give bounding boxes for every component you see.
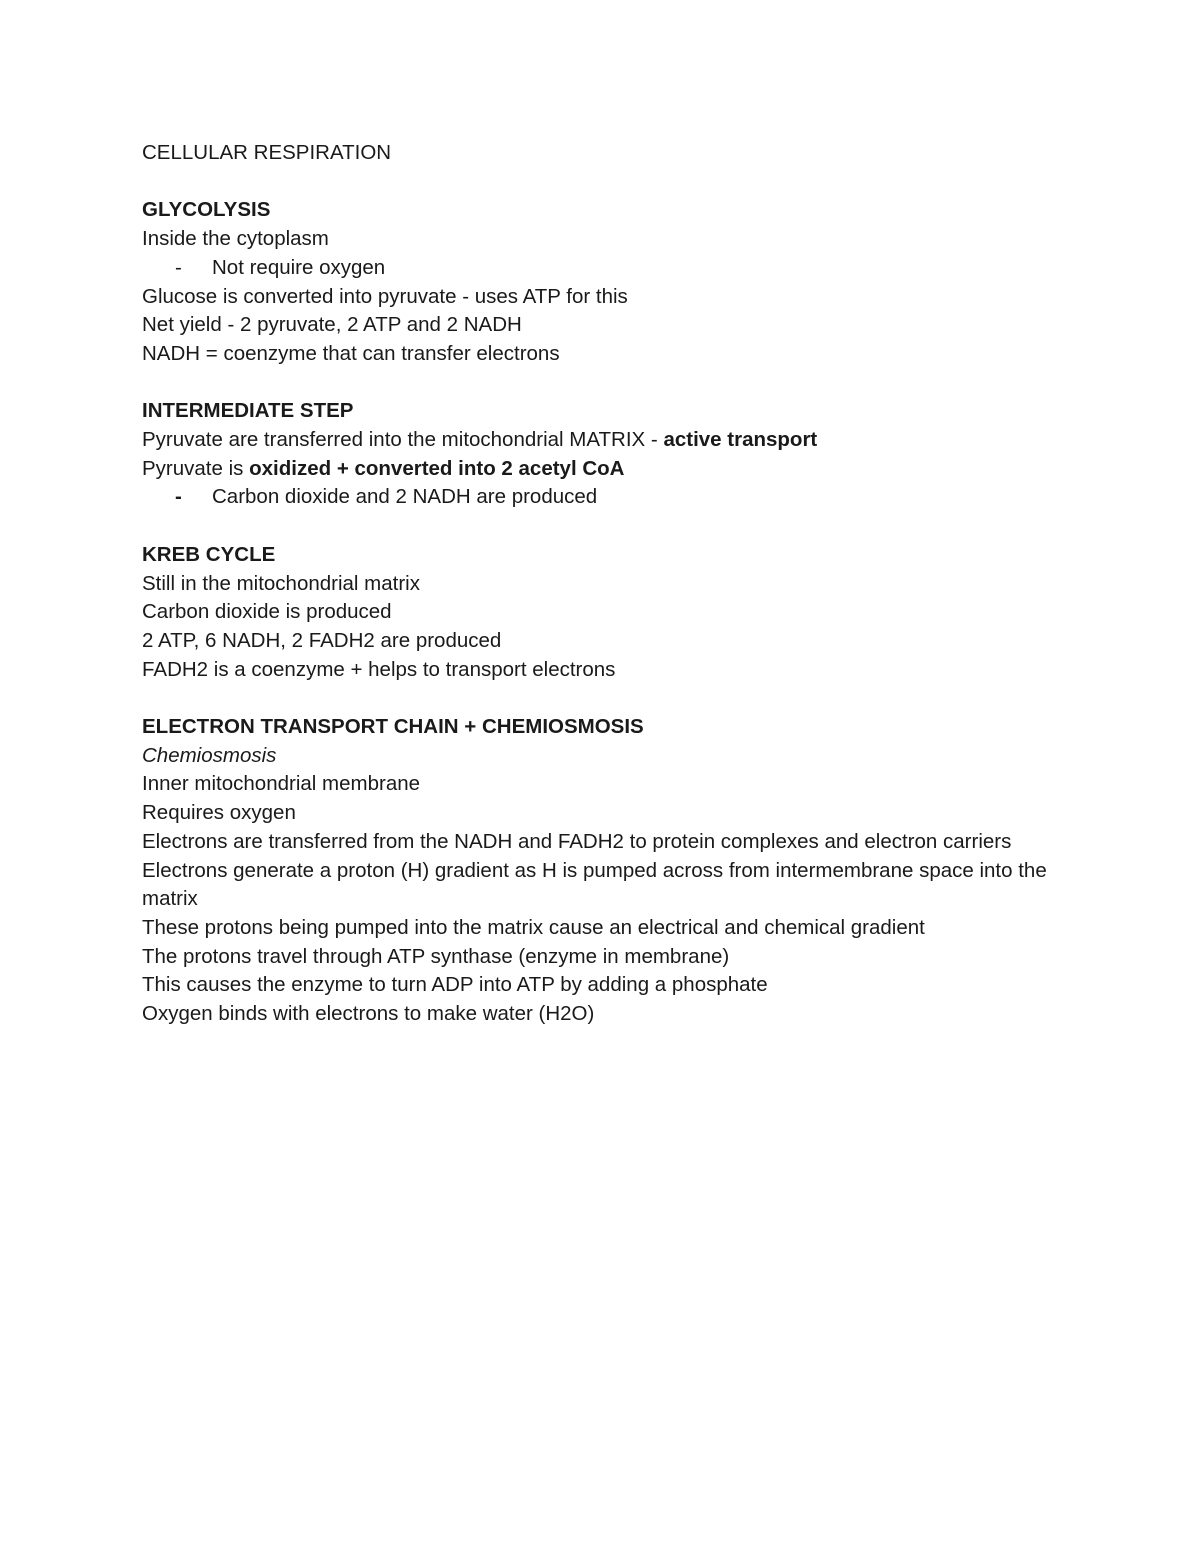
text-line: Requires oxygen <box>142 801 296 825</box>
text-line: Still in the mitochondrial matrix <box>142 571 420 595</box>
section-kreb-cycle <box>142 541 1102 685</box>
text-line: The protons travel through ATP synthase (enzyme in membrane) <box>142 944 730 968</box>
text-line: Electrons are transferred from the NADH and FADH2 to protein complexes and electron carriers <box>142 829 1012 853</box>
text-bold: oxidized + converted into 2 acetyl CoA <box>249 456 625 480</box>
text-line: Electrons generate a proton (H) gradient as H is pumped across from intermembrane space into the matrix <box>142 858 1047 911</box>
text-bold: active transport <box>663 428 818 451</box>
text-line <box>142 426 1102 455</box>
text-plain: Pyruvate is <box>142 456 250 480</box>
text-line: 2 ATP, 6 NADH, 2 FADH2 are produced <box>142 628 502 652</box>
text-line <box>142 455 1102 484</box>
section-intermediate-step <box>142 397 1102 512</box>
text-line: Glucose is converted into pyruvate - uses ATP for this <box>142 284 628 308</box>
section-glycolysis <box>142 196 1102 368</box>
bullet-dash: - <box>175 255 182 279</box>
document-title: CELLULAR RESPIRATION <box>142 141 392 164</box>
bullet-item <box>142 254 1102 283</box>
bullet-text: Not require oxygen <box>212 255 386 279</box>
bullet-item <box>142 483 1102 512</box>
document-body <box>142 139 1102 1057</box>
text-line: Inner mitochondrial membrane <box>142 772 421 796</box>
text-line: These protons being pumped into the matrix cause an electrical and chemical gradient <box>142 915 925 939</box>
text-line: Carbon dioxide is produced <box>142 600 392 624</box>
text-line: This causes the enzyme to turn ADP into ATP by adding a phosphate <box>142 973 768 997</box>
section-heading-intermediate-step: INTERMEDIATE STEP <box>142 399 354 423</box>
section-heading-electron-transport-chain: ELECTRON TRANSPORT CHAIN + CHEMIOSMOSIS <box>142 715 644 738</box>
text-line: Net yield - 2 pyruvate, 2 ATP and 2 NADH <box>142 313 522 337</box>
bullet-text: Carbon dioxide and 2 NADH are produced <box>212 485 598 509</box>
bullet-dash: - <box>175 485 182 509</box>
text-line: Oxygen binds with electrons to make water (H2O) <box>142 1002 595 1026</box>
section-electron-transport-chain <box>142 713 1102 1029</box>
text-plain: Pyruvate are transferred into the mitochondrial MATRIX - <box>142 428 664 451</box>
text-line: FADH2 is a coenzyme + helps to transport electrons <box>142 657 616 681</box>
text-line: NADH = coenzyme that can transfer electrons <box>142 341 560 365</box>
subheading-chemiosmosis: Chemiosmosis <box>142 743 277 767</box>
section-heading-glycolysis: GLYCOLYSIS <box>142 198 271 222</box>
section-heading-kreb-cycle: KREB CYCLE <box>142 542 276 566</box>
text-line: Inside the cytoplasm <box>142 227 329 251</box>
